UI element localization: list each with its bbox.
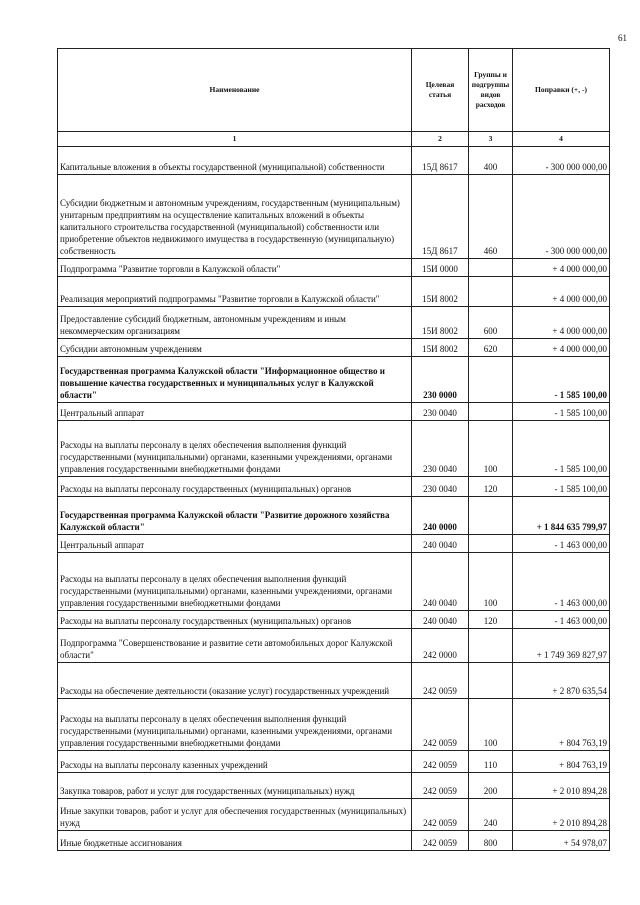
table-row [58, 831, 610, 851]
cell-name: Расходы на обеспечение деятельности (оказание услуг) государственных учреждений [58, 663, 412, 699]
cell-group [469, 277, 513, 307]
cell-amount: + 804 763,19 [513, 699, 610, 751]
cell-name: Расходы на выплаты персоналу государственных (муниципальных) органов [58, 477, 412, 497]
table-row [58, 477, 610, 497]
page-number: 61 [618, 33, 627, 43]
table-row [58, 663, 610, 699]
cell-group: 240 [469, 799, 513, 831]
cell-name: Подпрограмма "Совершенствование и развитие сети автомобильных дорог Калужской области" [58, 629, 412, 663]
cell-name: Реализация мероприятий подпрограммы "Развитие торговли в Калужской области" [58, 277, 412, 307]
cell-amount: - 1 585 100,00 [513, 403, 610, 421]
cell-code: 242 0059 [412, 799, 469, 831]
cell-name: Расходы на выплаты персоналу в целях обеспечения выполнения функций государственными (муниципальными) органами, казенными учреждениями, органами управления государственными внебюджетными фондами [58, 553, 412, 611]
cell-code: 240 0040 [412, 553, 469, 611]
cell-code: 242 0059 [412, 751, 469, 773]
cell-name: Иные закупки товаров, работ и услуг для обеспечения государственных (муниципальных) нужд [58, 799, 412, 831]
table-row [58, 535, 610, 553]
cell-group [469, 629, 513, 663]
cell-amount: + 2 870 635,54 [513, 663, 610, 699]
cell-group: 200 [469, 773, 513, 799]
table-row [58, 497, 610, 535]
budget-table [57, 48, 610, 851]
cell-amount: + 4 000 000,00 [513, 307, 610, 339]
cell-code: 242 0059 [412, 663, 469, 699]
cell-group: 100 [469, 699, 513, 751]
header-name: Наименование [58, 49, 412, 132]
cell-amount: + 4 000 000,00 [513, 277, 610, 307]
cell-code: 230 0040 [412, 477, 469, 497]
table-row [58, 799, 610, 831]
cell-code: 15И 8002 [412, 277, 469, 307]
cell-name: Расходы на выплаты персоналу в целях обеспечения выполнения функций государственными (муниципальными) органами, казенными учреждениями, органами управления государственными внебюджетными фондами [58, 421, 412, 477]
cell-amount: - 1 463 000,00 [513, 611, 610, 629]
header-row [58, 49, 610, 132]
cell-amount: + 1 749 369 827,97 [513, 629, 610, 663]
table-row [58, 339, 610, 357]
cell-group [469, 357, 513, 403]
cell-name: Расходы на выплаты персоналу казенных учреждений [58, 751, 412, 773]
cell-group: 620 [469, 339, 513, 357]
cell-code: 15И 8002 [412, 307, 469, 339]
cell-group: 600 [469, 307, 513, 339]
cell-amount: - 300 000 000,00 [513, 147, 610, 175]
cell-amount: - 1 585 100,00 [513, 357, 610, 403]
cell-name: Субсидии бюджетным и автономным учреждениям, государственным (муниципальным) унитарным предприятиям на осуществление капитальных вложений в объекты капитального строительства государственной (муниципальной) собственности или приобретение объектов недвижимого имущества в государственную (муниципальную) собственность [58, 175, 412, 259]
cell-code: 15Д 8617 [412, 175, 469, 259]
cell-amount: - 1 463 000,00 [513, 535, 610, 553]
table-row [58, 357, 610, 403]
cell-group: 100 [469, 421, 513, 477]
cell-code: 242 0000 [412, 629, 469, 663]
table-row [58, 629, 610, 663]
cell-amount: + 1 844 635 799,97 [513, 497, 610, 535]
cell-amount: - 1 585 100,00 [513, 477, 610, 497]
cell-name: Подпрограмма "Развитие торговли в Калужской области" [58, 259, 412, 277]
cell-group [469, 259, 513, 277]
cell-name: Государственная программа Калужской области "Информационное общество и повышение качества государственных и муниципальных услуг в Калужской области" [58, 357, 412, 403]
cell-code: 242 0059 [412, 831, 469, 851]
cell-code: 240 0000 [412, 497, 469, 535]
cell-amount: - 1 585 100,00 [513, 421, 610, 477]
cell-amount: + 2 010 894,28 [513, 799, 610, 831]
cell-code: 15Д 8617 [412, 147, 469, 175]
cell-group: 120 [469, 477, 513, 497]
cell-group [469, 535, 513, 553]
cell-code: 230 0000 [412, 357, 469, 403]
column-number: 2 [412, 132, 469, 147]
cell-name: Расходы на выплаты персоналу государственных (муниципальных) органов [58, 611, 412, 629]
cell-group [469, 663, 513, 699]
column-number: 3 [469, 132, 513, 147]
cell-code: 15И 0000 [412, 259, 469, 277]
cell-group: 100 [469, 553, 513, 611]
column-number: 1 [58, 132, 412, 147]
column-numbers-row [58, 132, 610, 147]
header-code: Целевая статья [412, 49, 469, 132]
header-group: Группы и подгруппы видов расходов [469, 49, 513, 132]
table-row [58, 307, 610, 339]
table-row [58, 421, 610, 477]
table-row [58, 773, 610, 799]
cell-amount: + 54 978,07 [513, 831, 610, 851]
cell-name: Расходы на выплаты персоналу в целях обеспечения выполнения функций государственными (муниципальными) органами, казенными учреждениями, органами управления государственными внебюджетными фондами [58, 699, 412, 751]
table-row [58, 259, 610, 277]
cell-name: Иные бюджетные ассигнования [58, 831, 412, 851]
cell-amount: - 1 463 000,00 [513, 553, 610, 611]
cell-amount: + 4 000 000,00 [513, 259, 610, 277]
cell-group: 460 [469, 175, 513, 259]
cell-code: 240 0040 [412, 535, 469, 553]
cell-group: 800 [469, 831, 513, 851]
table-row [58, 553, 610, 611]
cell-group: 120 [469, 611, 513, 629]
cell-name: Капитальные вложения в объекты государственной (муниципальной) собственности [58, 147, 412, 175]
cell-name: Предоставление субсидий бюджетным, автономным учреждениям и иным некоммерческим организациям [58, 307, 412, 339]
cell-code: 230 0040 [412, 421, 469, 477]
cell-amount: + 804 763,19 [513, 751, 610, 773]
cell-code: 15И 8002 [412, 339, 469, 357]
table-row [58, 699, 610, 751]
table-row [58, 147, 610, 175]
cell-code: 242 0059 [412, 699, 469, 751]
cell-group [469, 403, 513, 421]
column-number: 4 [513, 132, 610, 147]
cell-group [469, 497, 513, 535]
header-amount: Поправки (+, -) [513, 49, 610, 132]
cell-amount: - 300 000 000,00 [513, 175, 610, 259]
cell-amount: + 4 000 000,00 [513, 339, 610, 357]
table-body [58, 147, 610, 851]
cell-group: 110 [469, 751, 513, 773]
table-row [58, 403, 610, 421]
cell-name: Субсидии автономным учреждениям [58, 339, 412, 357]
cell-name: Закупка товаров, работ и услуг для государственных (муниципальных) нужд [58, 773, 412, 799]
table-row [58, 175, 610, 259]
cell-name: Центральный аппарат [58, 403, 412, 421]
cell-code: 230 0040 [412, 403, 469, 421]
table-row [58, 277, 610, 307]
table-row [58, 751, 610, 773]
cell-name: Центральный аппарат [58, 535, 412, 553]
cell-amount: + 2 010 894,28 [513, 773, 610, 799]
cell-code: 240 0040 [412, 611, 469, 629]
cell-name: Государственная программа Калужской области "Развитие дорожного хозяйства Калужской области" [58, 497, 412, 535]
table-row [58, 611, 610, 629]
cell-code: 242 0059 [412, 773, 469, 799]
cell-group: 400 [469, 147, 513, 175]
